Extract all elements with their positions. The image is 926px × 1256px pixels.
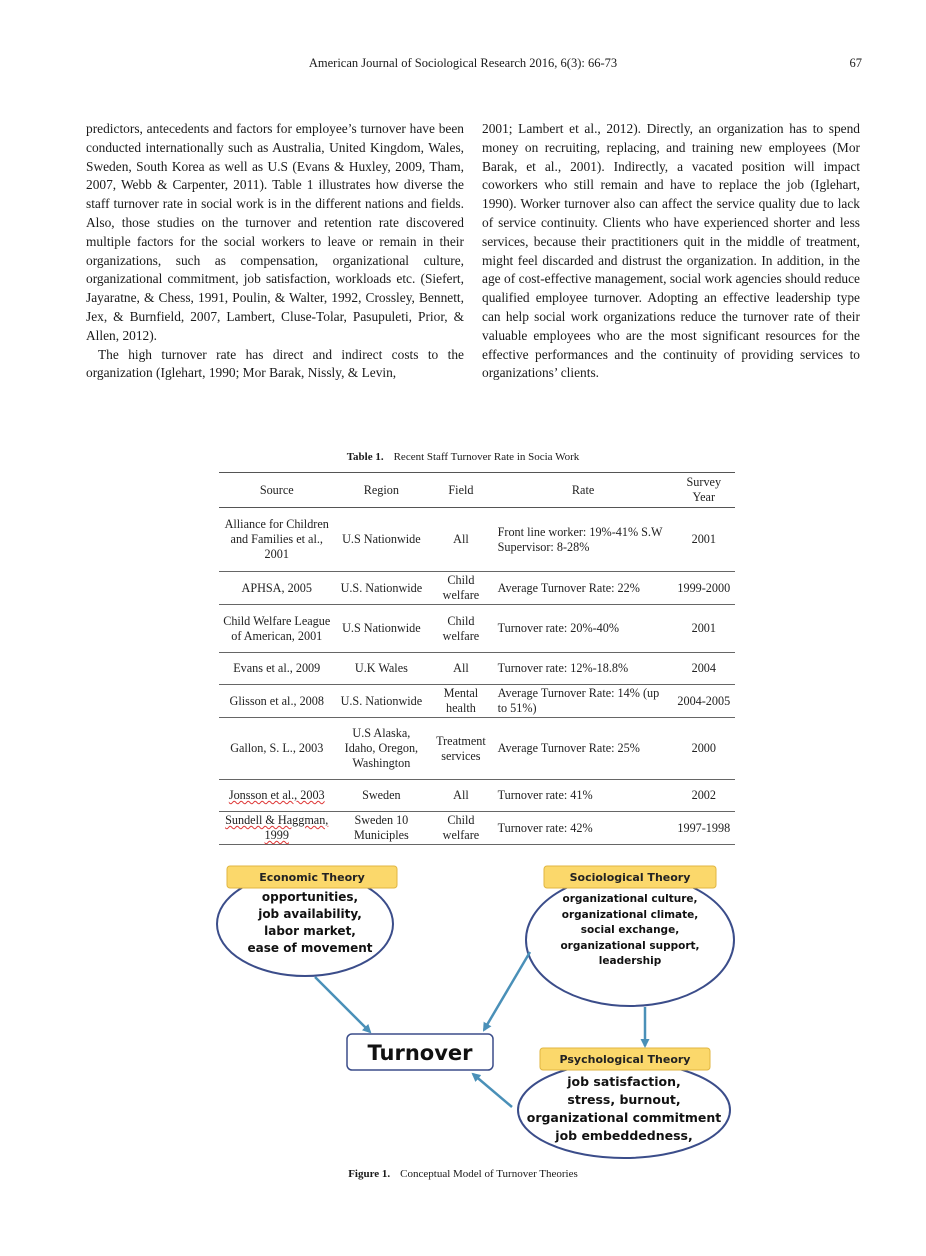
sociological-to-turnover-arrow (484, 952, 530, 1030)
table-cell: All (428, 508, 493, 572)
table-caption (0, 451, 926, 463)
psychological-theory-title: Psychological Theory (559, 1053, 691, 1066)
table-cell: All (428, 653, 493, 685)
table-cell: Turnover rate: 20%-40% (494, 605, 673, 653)
paragraph: predictors, antecedents and factors for employee’s turnover have been conducted internationally such as Australia, United Kingdom, Wales, Sweden, South Korea as well as U.S (Evans & Huxley, 2009, Tham, 2007, Webb & Carpenter, 2011). Table 1 illustrates how diverse the staff turnover rate in social work is in the different nations and fields. Also, those studies on the turnover and retention rate discovered multiple factors for the social workers to leave or remain in their organizations, such as compensation, organizational culture, organizational commitment, job satisfaction, workloads etc. (Siefert, Jayaratne, & Chess, 1991, Poulin, & Walter, 1992, Crossley, Bennett, Jex, & Burnfield, 2007, Lambert, Cluse-Tolar, Pasupuleti, Prior, & Allen, 2012). (86, 121, 464, 343)
table-row (219, 718, 735, 780)
psychological-item: organizational commitment (526, 1110, 722, 1125)
column-header: Rate (494, 473, 673, 508)
figure-caption (0, 1168, 926, 1180)
right-column (482, 120, 860, 383)
economic-item: job availability, (258, 907, 362, 921)
sociological-item: organizational culture, (562, 893, 698, 905)
sociological-item: social exchange, (580, 924, 680, 936)
table-cell: 2004 (673, 653, 735, 685)
table-cell: U.K Wales (334, 653, 428, 685)
turnover-table (219, 472, 735, 845)
table-cell: U.S. Nationwide (334, 572, 428, 605)
table-row (219, 780, 735, 812)
table-cell: Sundell & Haggman, 1999 (219, 812, 334, 845)
sociological-theory-title: Sociological Theory (569, 871, 691, 884)
table-cell: Treatment services (428, 718, 493, 780)
paragraph: The high turnover rate has direct and indirect costs to the organization (Iglehart, 1990; Mor Barak, Nissly, & Levin, (86, 346, 464, 381)
table-cell: Average Turnover Rate: 14% (up to 51%) (494, 685, 673, 718)
table-cell: Turnover rate: 41% (494, 780, 673, 812)
economic-item: ease of movement (247, 941, 373, 955)
table-cell: Turnover rate: 42% (494, 812, 673, 845)
table-cell: 2004-2005 (673, 685, 735, 718)
turnover-theories-diagram (210, 860, 740, 1160)
table-cell: Mental health (428, 685, 493, 718)
figure-caption-text: Conceptual Model of Turnover Theories (400, 1168, 578, 1180)
table-cell: Child welfare (428, 605, 493, 653)
journal-title: American Journal of Sociological Research 2016, 6(3): 66-73 (308, 56, 618, 70)
psychological-item: job embeddedness, (555, 1128, 693, 1143)
table-cell: Evans et al., 2009 (219, 653, 334, 685)
table-cell: 2001 (673, 605, 735, 653)
table-cell: 2000 (673, 718, 735, 780)
sociological-item: organizational climate, (561, 909, 699, 921)
table-cell: 2001 (673, 508, 735, 572)
table-cell: Sweden 10 Municiples (334, 812, 428, 845)
table-header-row (219, 473, 735, 508)
table-row (219, 685, 735, 718)
table-cell: Average Turnover Rate: 25% (494, 718, 673, 780)
psychological-item: job satisfaction, (567, 1074, 681, 1089)
table-row (219, 653, 735, 685)
table-cell: Child welfare (428, 572, 493, 605)
economic-theory-title: Economic Theory (259, 871, 365, 884)
table-cell: Jonsson et al., 2003 (219, 780, 334, 812)
turnover-label: Turnover (367, 1041, 473, 1065)
table-cell: Average Turnover Rate: 22% (494, 572, 673, 605)
paragraph: 2001; Lambert et al., 2012). Directly, an organization has to spend money on recruiting, replacing, and training new employees (Mor Barak, et al., 2001). Indirectly, a vacated position will impact coworkers who still remain and have to replace the job (Iglehart, 1990). Worker turnover also can affect the service quality due to lack of service continuity. Clients who have experienced shorter and less services, because their practitioners quit in the middle of treatment, might feel discarded and distrust the organization. In addition, in the age of cost-effective management, social work agencies should reduce qualified employee turnover. Adopting an effective leadership type can help social work organizations reduce the turnover rate of their valuable employees who are the most significant resources for the effective performances and the continuity of providing services to organizations’ clients. (482, 121, 860, 381)
table-cell: APHSA, 2005 (219, 572, 334, 605)
psychological-item: stress, burnout, (567, 1092, 681, 1107)
table-cell: Sweden (334, 780, 428, 812)
table-cell: Child Welfare League of American, 2001 (219, 605, 334, 653)
figure-label: Figure 1. (348, 1168, 391, 1180)
economic-item: labor market, (264, 924, 356, 938)
table-cell: 2002 (673, 780, 735, 812)
column-header: Region (334, 473, 428, 508)
table-cell: U.S Nationwide (334, 605, 428, 653)
table-cell: 1997-1998 (673, 812, 735, 845)
table-cell: Alliance for Children and Families et al., 2001 (219, 508, 334, 572)
table-cell: All (428, 780, 493, 812)
column-header: Source (219, 473, 334, 508)
table-row (219, 605, 735, 653)
psychological-to-turnover-arrow (473, 1074, 512, 1107)
page-number: 67 (849, 56, 862, 70)
table-cell: U.S Nationwide (334, 508, 428, 572)
table-cell: Gallon, S. L., 2003 (219, 718, 334, 780)
table-cell: Child welfare (428, 812, 493, 845)
table-row (219, 812, 735, 845)
column-header: Survey Year (673, 473, 735, 508)
table-label: Table 1. (346, 451, 384, 463)
table-cell: Turnover rate: 12%-18.8% (494, 653, 673, 685)
table-caption-text: Recent Staff Turnover Rate in Socia Work (393, 451, 580, 463)
table-cell: Glisson et al., 2008 (219, 685, 334, 718)
table-row (219, 508, 735, 572)
table-cell: Front line worker: 19%-41% S.W Supervisor: 8-28% (494, 508, 673, 572)
table-cell: U.S. Nationwide (334, 685, 428, 718)
table-cell: U.S Alaska, Idaho, Oregon, Washington (334, 718, 428, 780)
table-row (219, 572, 735, 605)
sociological-item: leadership (598, 955, 662, 967)
economic-item: opportunities, (261, 890, 359, 904)
left-column (86, 120, 464, 383)
sociological-item: organizational support, (560, 940, 700, 952)
economic-to-turnover-arrow (315, 977, 370, 1032)
table-cell: 1999-2000 (673, 572, 735, 605)
column-header: Field (428, 473, 493, 508)
